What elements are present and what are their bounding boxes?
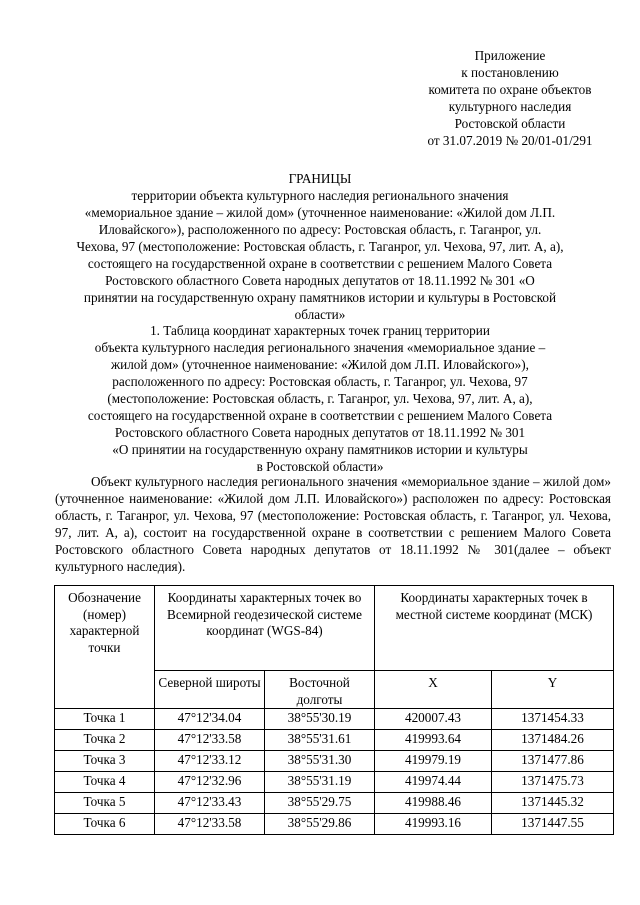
cell-lat: 47°12'33.43 <box>155 793 265 814</box>
cell-point: Точка 4 <box>55 772 155 793</box>
caption-line: объекта культурного наследия регионального значения «мемориальное здание – <box>94 340 546 355</box>
title-line: области» <box>294 307 346 322</box>
cell-lon: 38°55'29.75 <box>265 793 375 814</box>
caption-line: (местоположение: Ростовская область, г. Таганрог, ул. Чехова, 97, лит. А, а), <box>107 391 533 406</box>
cell-y: 1371475.73 <box>492 772 614 793</box>
table-caption <box>30 322 610 475</box>
cell-x: 419979.19 <box>375 751 492 772</box>
cell-y: 1371447.55 <box>492 814 614 835</box>
cell-lon: 38°55'31.30 <box>265 751 375 772</box>
coordinates-table <box>54 585 614 835</box>
header-lon: Восточной долготы <box>265 671 375 709</box>
title-line: Иловайского»), расположенного по адресу: Ростовская область, г. Таганрог, ул. <box>98 222 542 237</box>
table-row <box>55 730 614 751</box>
table-row <box>55 751 614 772</box>
cell-x: 419974.44 <box>375 772 492 793</box>
cell-lat: 47°12'32.96 <box>155 772 265 793</box>
caption-line: жилой дом» (уточненное наименование: «Жилой дом Л.П. Иловайского»), <box>111 357 529 372</box>
cell-lat: 47°12'33.58 <box>155 730 265 751</box>
caption-line: состоящего на государственной охране в соответствии с решением Малого Совета <box>87 408 553 423</box>
title-line: территории объекта культурного наследия регионального значения <box>131 188 509 203</box>
appendix-line: Ростовской области <box>454 116 566 131</box>
header-designation: Обозначение (номер) характерной точки <box>55 586 155 709</box>
appendix-line: комитета по охране объектов <box>428 82 592 97</box>
cell-lon: 38°55'30.19 <box>265 709 375 730</box>
cell-lon: 38°55'31.61 <box>265 730 375 751</box>
cell-x: 419993.16 <box>375 814 492 835</box>
cell-y: 1371445.32 <box>492 793 614 814</box>
body-paragraph: Объект культурного наследия регионального значения «мемориальное здание – жилой дом» (уточненное наименование: «Жилой дом Л.П. Иловайского») расположен по адресу: Ростовская область, г. Таганрог, ул. Чехова, 97 (местоположение: Ростовская область, г. Таганрог, ул. Чехова, 97, лит. А, а), состоит на государственной охране в соответствии с решением Малого Совета Ростовского областного Совета народных депутатов от 18.11.1992 № 301(далее – объект культурного наследия). <box>55 474 611 574</box>
header-msk: Координаты характерных точек в местной системе координат (МСК) <box>375 586 614 671</box>
title-line: состоящего на государственной охране в соответствии с решением Малого Совета <box>87 256 553 271</box>
cell-point: Точка 2 <box>55 730 155 751</box>
cell-lat: 47°12'33.12 <box>155 751 265 772</box>
cell-lon: 38°55'31.19 <box>265 772 375 793</box>
cell-y: 1371454.33 <box>492 709 614 730</box>
cell-lon: 38°55'29.86 <box>265 814 375 835</box>
header-x: X <box>375 671 492 709</box>
appendix-line: к постановлению <box>461 65 559 80</box>
title-heading: ГРАНИЦЫ <box>288 171 352 186</box>
caption-line: в Ростовской области» <box>256 459 384 474</box>
cell-point: Точка 1 <box>55 709 155 730</box>
caption-line: расположенного по адресу: Ростовская область, г. Таганрог, ул. Чехова, 97 <box>112 374 528 389</box>
caption-line: 1. Таблица координат характерных точек границ территории <box>150 323 490 338</box>
cell-lat: 47°12'33.58 <box>155 814 265 835</box>
header-y: Y <box>492 671 614 709</box>
cell-x: 419988.46 <box>375 793 492 814</box>
caption-line: Ростовского областного Совета народных депутатов от 18.11.1992 № 301 <box>114 425 526 440</box>
title-line: «мемориальное здание – жилой дом» (уточненное наименование: «Жилой дом Л.П. <box>84 205 556 220</box>
table-header-row <box>55 586 614 671</box>
cell-point: Точка 3 <box>55 751 155 772</box>
appendix-line: культурного наследия <box>448 99 572 114</box>
cell-y: 1371484.26 <box>492 730 614 751</box>
caption-line: «О принятии на государственную охрану памятников истории и культуры <box>112 442 528 457</box>
title-line: Ростовского областного Совета народных депутатов от 18.11.1992 № 301 «О <box>105 273 535 288</box>
header-wgs: Координаты характерных точек во Всемирной геодезической системе координат (WGS-84) <box>155 586 375 671</box>
cell-point: Точка 5 <box>55 793 155 814</box>
cell-x: 420007.43 <box>375 709 492 730</box>
appendix-line: Приложение <box>474 48 546 63</box>
title-line: принятии на государственную охрану памятников истории и культуры в Ростовской <box>83 290 557 305</box>
table-row <box>55 814 614 835</box>
title-line: Чехова, 97 (местоположение: Ростовская область, г. Таганрог, ул. Чехова, 97, лит. А, а), <box>76 239 564 254</box>
appendix-line: от 31.07.2019 № 20/01-01/291 <box>427 133 593 148</box>
cell-lat: 47°12'34.04 <box>155 709 265 730</box>
table-row <box>55 709 614 730</box>
appendix-block <box>395 47 625 149</box>
document-title <box>30 170 610 323</box>
table-row <box>55 793 614 814</box>
header-lat: Северной широты <box>155 671 265 709</box>
table-row <box>55 772 614 793</box>
cell-point: Точка 6 <box>55 814 155 835</box>
cell-x: 419993.64 <box>375 730 492 751</box>
cell-y: 1371477.86 <box>492 751 614 772</box>
